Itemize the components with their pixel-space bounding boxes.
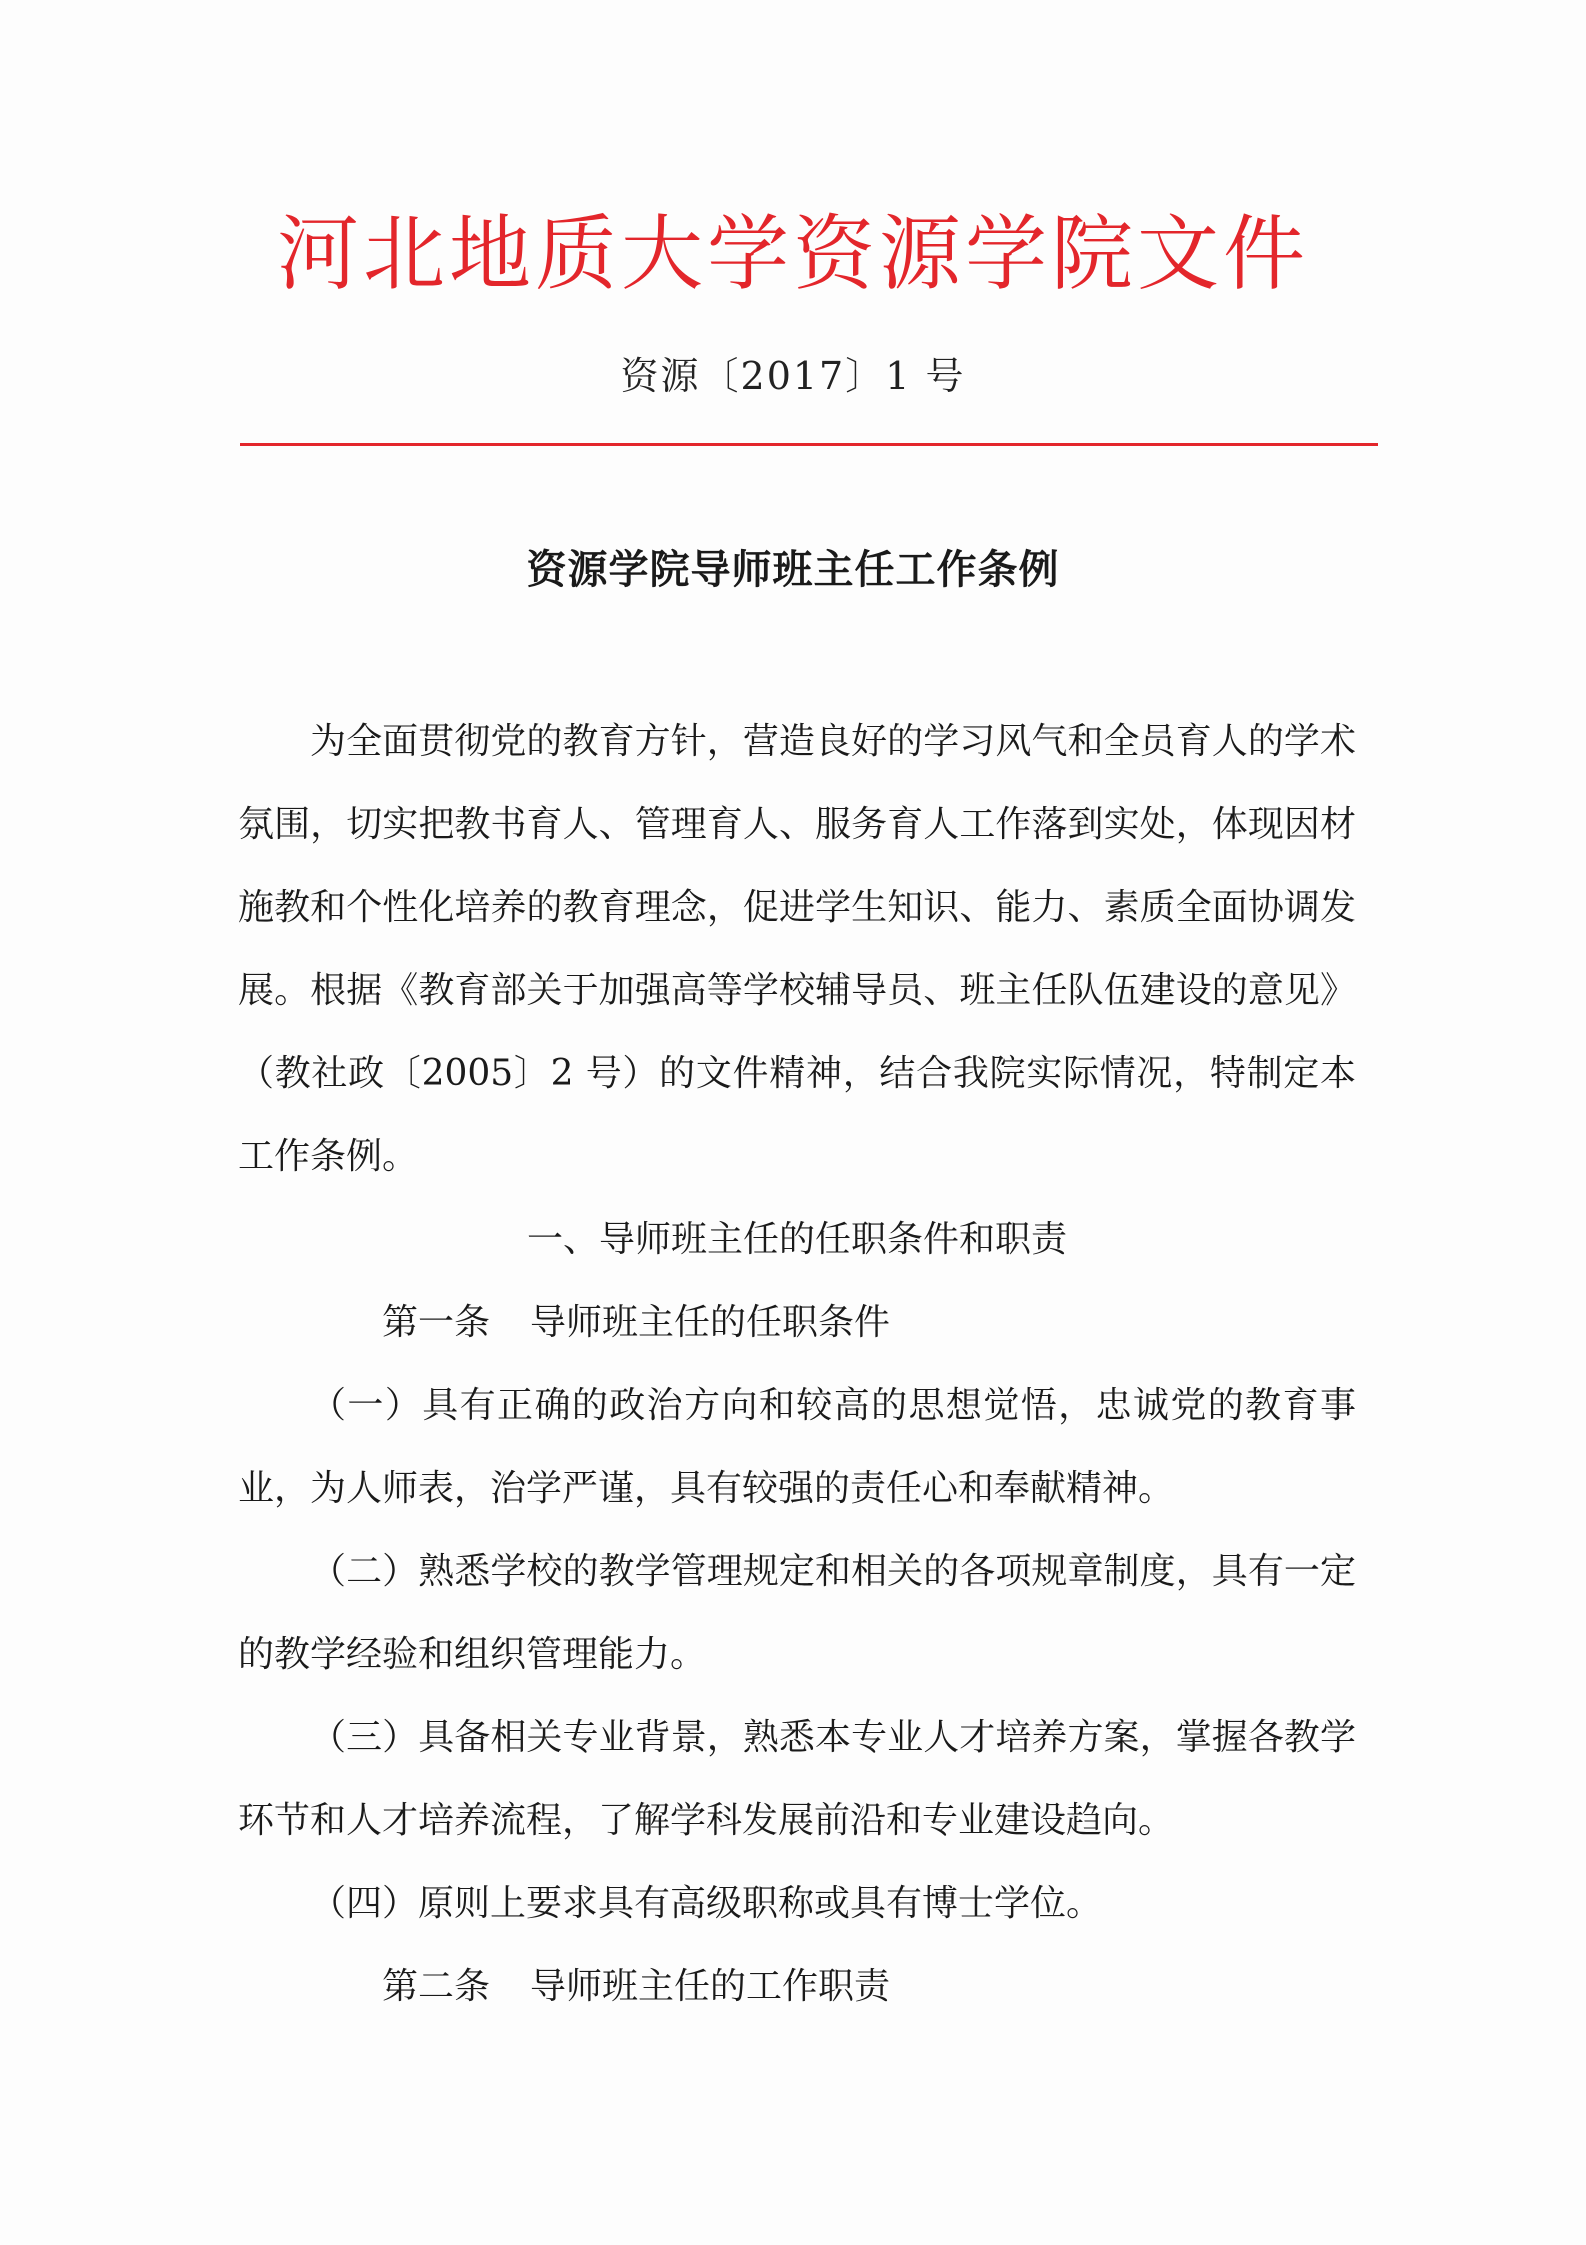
masthead-title: 河北地质大学资源学院文件 xyxy=(276,207,1309,302)
document-number: 资源〔2017〕1 号 xyxy=(620,354,966,398)
article-item: （四）原则上要求具有高级职称或具有博士学位。 xyxy=(310,1883,1103,1924)
article-item: （三）具备相关专业背景，熟悉本专业人才培养方案，掌握各教学环节和人才培养流程，了解学科发展前沿和专业建设趋向。 xyxy=(238,1717,1356,1841)
red-divider-line xyxy=(240,443,1378,446)
article-item: （一）具有正确的政治方向和较高的思想觉悟，忠诚党的教育事业，为人师表，治学严谨，具有较强的责任心和奉献精神。 xyxy=(238,1385,1356,1509)
document-title: 资源学院导师班主任工作条例 xyxy=(526,547,1060,593)
article-heading xyxy=(238,1281,1356,1364)
article-heading xyxy=(238,1945,1356,2028)
document-body xyxy=(238,700,1356,2028)
article-title: 导师班主任的任职条件 xyxy=(530,1302,891,1343)
article-title: 导师班主任的工作职责 xyxy=(530,1966,891,2007)
article-item: （二）熟悉学校的教学管理规定和相关的各项规章制度，具有一定的教学经验和组织管理能力。 xyxy=(238,1551,1356,1675)
article-number: 第二条 xyxy=(382,1966,491,2007)
section-heading: 一、导师班主任的任职条件和职责 xyxy=(526,1219,1067,1260)
preamble-paragraph: 为全面贯彻党的教育方针，营造良好的学习风气和全员育人的学术氛围，切实把教书育人、管理育人、服务育人工作落到实处，体现因材施教和个性化培养的教育理念，促进学生知识、能力、素质全面协调发展。根据《教育部关于加强高等学校辅导员、班主任队伍建设的意见》（教社政〔2005〕2 号）的文件精神，结合我院实际情况，特制定本工作条例。 xyxy=(238,721,1356,1177)
article-number: 第一条 xyxy=(382,1302,491,1343)
